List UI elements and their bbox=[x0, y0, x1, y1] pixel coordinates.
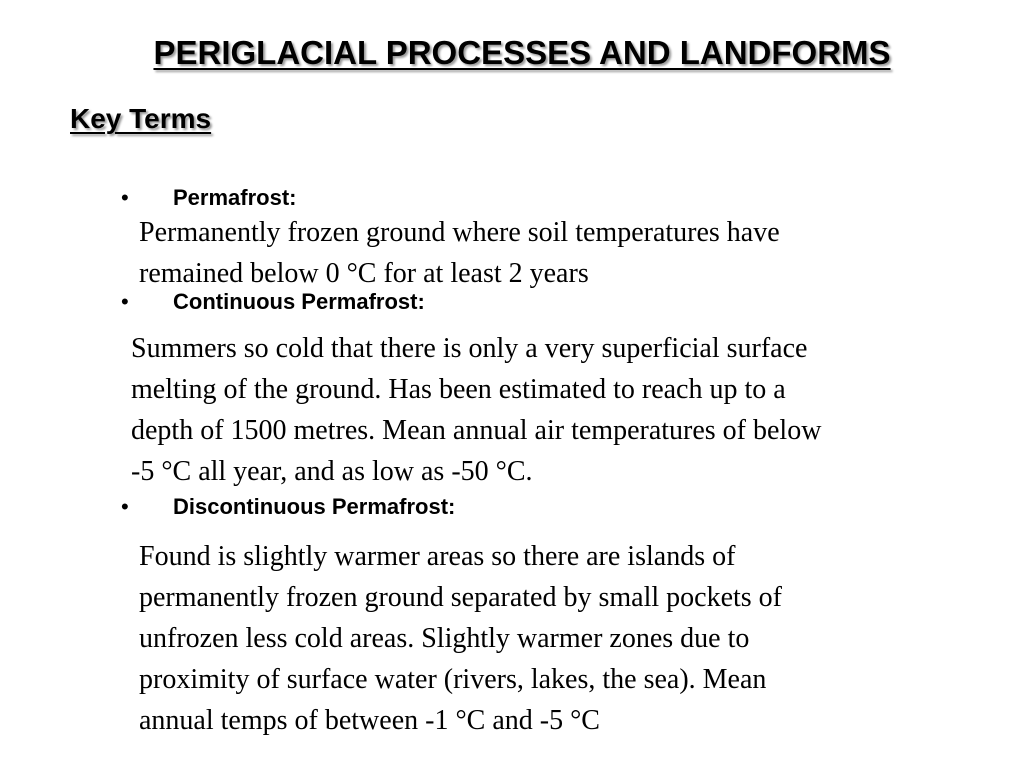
bullet-icon: • bbox=[121, 289, 129, 314]
definition-discontinuous-permafrost bbox=[139, 536, 782, 741]
term-label: Discontinuous Permafrost: bbox=[173, 494, 456, 519]
term-permafrost bbox=[121, 185, 296, 211]
bullet-icon: • bbox=[121, 494, 129, 519]
definition-continuous-permafrost bbox=[131, 328, 821, 492]
term-continuous-permafrost bbox=[121, 289, 425, 315]
definition-line: proximity of surface water (rivers, lakes, the sea). Mean bbox=[139, 664, 767, 695]
definition-line: Permanently frozen ground where soil temperatures have bbox=[139, 217, 780, 248]
definition-line: melting of the ground. Has been estimated to reach up to a bbox=[131, 374, 786, 405]
definition-line: permanently frozen ground separated by small pockets of bbox=[139, 582, 783, 613]
term-label: Continuous Permafrost: bbox=[173, 289, 425, 314]
bullet-icon: • bbox=[121, 185, 129, 210]
slide-subtitle: Key Terms bbox=[70, 103, 212, 134]
slide-title: PERIGLACIAL PROCESSES AND LANDFORMS bbox=[153, 34, 891, 71]
definition-line: Summers so cold that there is only a very superficial surface bbox=[131, 333, 808, 364]
definition-line: -5 °C all year, and as low as -50 °C. bbox=[131, 456, 533, 487]
term-label: Permafrost: bbox=[173, 185, 297, 210]
definition-permafrost bbox=[139, 212, 780, 294]
definition-line: depth of 1500 metres. Mean annual air temperatures of below bbox=[131, 415, 822, 446]
definition-line: remained below 0 °C for at least 2 years bbox=[139, 258, 589, 289]
term-discontinuous-permafrost bbox=[121, 494, 455, 520]
definition-line: annual temps of between -1 °C and -5 °C bbox=[139, 705, 600, 736]
definition-line: Found is slightly warmer areas so there are islands of bbox=[139, 541, 736, 572]
definition-line: unfrozen less cold areas. Slightly warmer zones due to bbox=[139, 623, 750, 654]
